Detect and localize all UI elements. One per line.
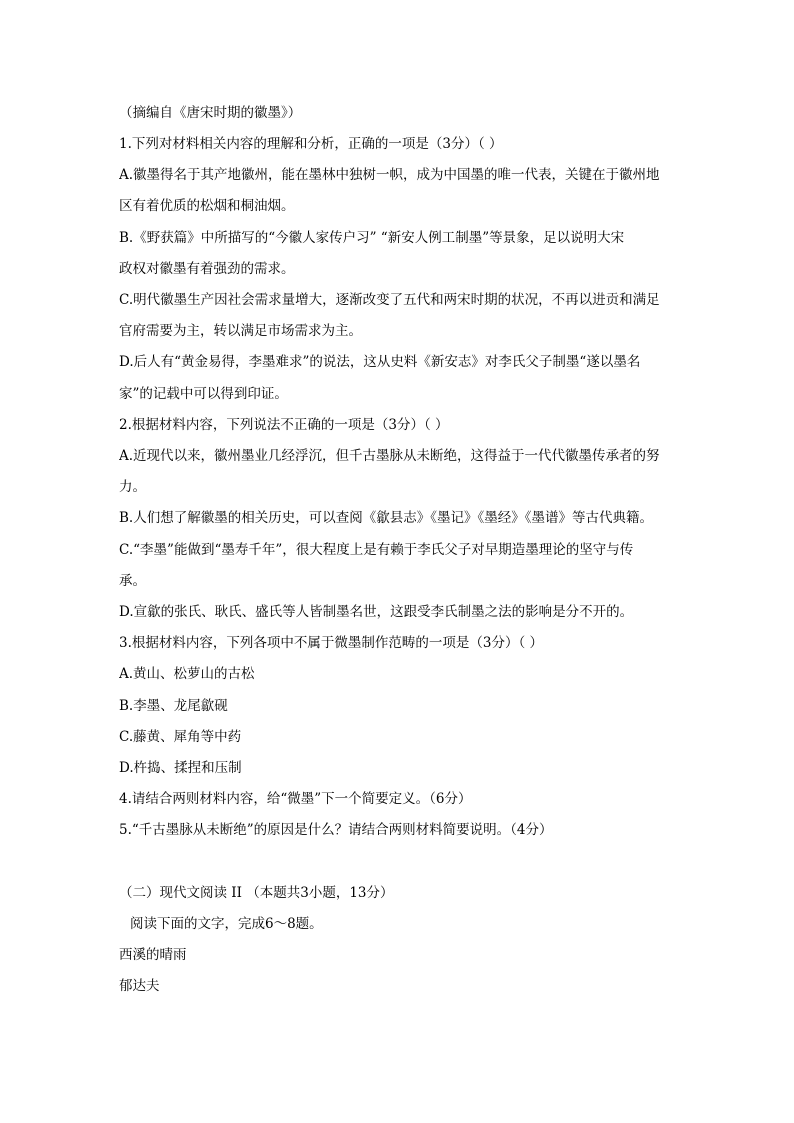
question-5-stem: 5.“千古墨脉从未断绝”的原因是什么？请结合两则材料简要说明。（4分） xyxy=(119,822,553,838)
question-3-stem: 3.根据材料内容，下列各项中不属于微墨制作范畴的一项是（3分）（ ） xyxy=(119,635,544,651)
section-title: （二）现代文阅读 II （本题共3小题，13分） xyxy=(119,885,394,901)
q2-option-a-line2: 力。 xyxy=(119,479,146,495)
q3-option-c: C.藤黄、犀角等中药 xyxy=(119,729,242,745)
q2-option-c-line1: C.“李墨”能做到“墨寿千年”，很大程度上是有赖于李氏父子对早期造墨理论的坚守与传 xyxy=(119,542,634,558)
q3-option-a: A.黄山、松萝山的古松 xyxy=(119,666,255,682)
q1-option-c-line2: 官府需要为主，转以满足市场需求为主。 xyxy=(119,323,362,339)
q1-option-b-line2: 政权对徽墨有着强劲的需求。 xyxy=(119,261,295,277)
q2-option-b-line1: B.人们想了解徽墨的相关历史，可以查阅《歙县志》《墨记》《墨经》《墨谱》等古代典籍。 xyxy=(119,510,653,526)
q1-option-d-line1: D.后人有“黄金易得，李墨难求”的说法，这从史料《新安志》对李氏父子制墨“遂以墨名 xyxy=(119,354,641,370)
question-2-stem: 2.根据材料内容，下列说法不正确的一项是（3分）（ ） xyxy=(119,417,449,433)
instruction: 阅读下面的文字，完成6～8题。 xyxy=(130,916,323,932)
q1-option-c-line1: C.明代徽墨生产因社会需求量增大，逐渐改变了五代和两宋时期的状况，不再以进贡和满足 xyxy=(119,292,660,308)
source-note: （摘编自《唐宋时期的徽墨》） xyxy=(119,105,302,121)
q1-option-a-line1: A.徽墨得名于其产地徽州，能在墨林中独树一帜，成为中国墨的唯一代表，关键在于徽州地 xyxy=(119,167,660,183)
q1-option-d-line2: 家”的记载中可以得到印证。 xyxy=(119,386,288,402)
q2-option-a-line1: A.近现代以来，徽州墨业几经浮沉，但千古墨脉从未断绝，这得益于一代代徽墨传承者的努 xyxy=(119,448,660,464)
q2-option-c-line2: 承。 xyxy=(119,573,146,589)
question-1-stem: 1.下列对材料相关内容的理解和分析，正确的一项是（3分）（ ） xyxy=(119,136,503,152)
article-title: 西溪的晴雨 xyxy=(119,947,187,963)
question-4-stem: 4.请结合两则材料内容，给“微墨”下一个简要定义。（6分） xyxy=(119,791,472,807)
q3-option-d: D.杵捣、揉捏和压制 xyxy=(119,760,242,776)
author: 郁达夫 xyxy=(119,978,160,994)
q2-option-d-line1: D.宣歙的张氏、耿氏、盛氏等人皆制墨名世，这跟受李氏制墨之法的影响是分不开的。 xyxy=(119,604,634,620)
q3-option-b: B.李墨、龙尾歙砚 xyxy=(119,698,228,714)
q1-option-a-line2: 区有着优质的松烟和桐油烟。 xyxy=(119,198,295,214)
q1-option-b-line1: B.《野获篇》中所描写的“今徽人家传户习” “新安人例工制墨”等景象，足以说明大宋 xyxy=(119,230,625,246)
